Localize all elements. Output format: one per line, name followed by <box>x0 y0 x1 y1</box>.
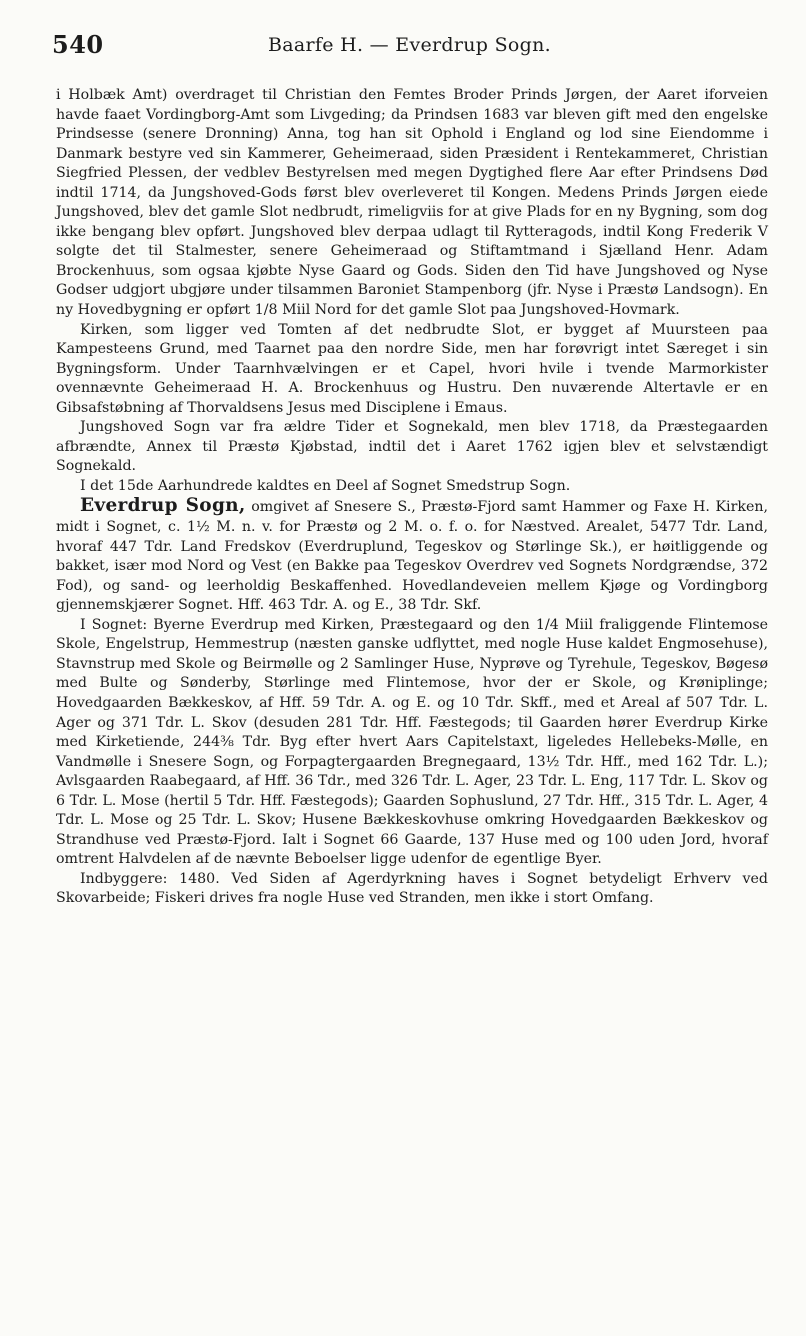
page-body <box>56 86 768 909</box>
entry-heading: Everdrup Sogn, <box>80 495 246 517</box>
paragraph-parish-status: Jungshoved Sogn var fra ældre Tider et Sognekald, men blev 1718, da Præstegaarden afbrændte, Annex til Præstø Kjøbstad, indtil det i Aaret 1762 igjen blev et selvstændigt Sognekald. <box>56 419 768 475</box>
paragraph-church: Kirken, som ligger ved Tomten af det nedbrudte Slot, er bygget af Muursteen paa Kampesteens Grund, med Taarnet paa den nordre Side, men har forøvrigt intet Særeget i sin Bygningsform. Under Taarnhvælvingen er et Capel, hvori hvile i tvende Marmorkister ovennævnte Geheimeraad H. A. Brockenhuus og Hustru. Den nuværende Altertavle er en Gibsafstøbning af Thorvaldsens Jesus med Disciplene i Emaus. <box>56 321 768 416</box>
entry-text: omgivet af Snesere S., Præstø-Fjord samt Hammer og Faxe H. Kirken, midt i Sognet, c. 1½ M. n. v. for Præstø og 2 M. o. f. o. for Næstved. Arealet, 5477 Tdr. Land, hvoraf 447 Tdr. Land Fredskov (Everdruplund, Tegeskov og Størlinge Sk.), er høitliggende og bakket, især mod Nord og Vest (en Bakke paa Tegeskov Overdrev ved Sognets Nordgrændse, 372 Fod), og sand- og leerholdig Beskaffenhed. Hovedlandeveien mellem Kjøge og Vordingborg gjennemskjærer Sognet. Hff. 463 Tdr. A. og E., 38 Tdr. Skf. <box>56 499 768 614</box>
paragraph-jungshoved-history: i Holbæk Amt) overdraget til Christian den Femtes Broder Prinds Jørgen, der Aaret iforveien havde faaet Vordingborg-Amt som Livgeding; da Prindsen 1683 var bleven gift med den engelske Prindsesse (senere Dronning) Anna, tog han sit Ophold i England og lod sine Eiendomme i Danmark bestyre ved sin Kammerer, Geheimeraad, siden Præsident i Rentekammeret, Christian Siegfried Plessen, der vedblev Bestyrelsen med megen Dygtighed flere Aar efter Prindsens Død indtil 1714, da Jungshoved-Gods først blev overleveret til Kongen. Medens Prinds Jørgen eiede Jungshoved, blev det gamle Slot nedbrudt, rimeligviis for at give Plads for en ny Bygning, som dog ikke bengang blev opført. Jungshoved blev derpaa udlagt til Rytteragods, indtil Kong Frederik V solgte det til Stalmester, senere Geheimeraad og Stiftamtmand i Sjælland Henr. Adam Brockenhuus, som ogsaa kjøbte Nyse Gaard og Gods. Siden den Tid have Jungshoved og Nyse Godser udgjort ubgjøre under tilsammen Baroniet Stampenborg (jfr. Nyse i Præstø Landsogn). En ny Hovedbygning er opført 1/8 Miil Nord for det gamle Slot paa Jungshoved-Hovmark. <box>56 87 768 319</box>
page-number: 540 <box>52 30 104 59</box>
page-header <box>52 30 767 60</box>
running-head: Baarfe H. — Everdrup Sogn. <box>267 34 551 56</box>
paragraph-inhabitants: Indbyggere: 1480. Ved Siden af Agerdyrkning haves i Sognet betydeligt Erhverv ved Skovarbeide; Fiskeri drives fra nogle Huse ved Stranden, men ikke i stort Omfang. <box>56 870 768 907</box>
paragraph-smedstrup: I det 15de Aarhundrede kaldtes en Deel af Sognet Smedstrup Sogn. <box>80 477 571 494</box>
entry-everdrup <box>56 496 768 615</box>
paragraph-villages: I Sognet: Byerne Everdrup med Kirken, Præstegaard og den 1/4 Miil fraliggende Flintemose Skole, Engelstrup, Hemmestrup (næsten ganske udflyttet, med nogle Huse kaldet Engmosehuse), Stavnstrup med Skole og Beirmølle og 2 Samlinger Huse, Nyprøve og Tyrehule, Tegeskov, Bøgesø med Bulte og Sønderby, Størlinge med Flintemose, hvor der er Skole, og Krøniplinge; Hovedgaarden Bækkeskov, af Hff. 59 Tdr. A. og E. og 10 Tdr. Skff., med et Areal af 507 Tdr. L. Ager og 371 Tdr. L. Skov (desuden 281 Tdr. Hff. Fæstegods; til Gaarden hører Everdrup Kirke med Kirketiende, 244⅜ Tdr. Byg efter hvert Aars Capitelstaxt, ligeledes Hellebeks-Mølle, en Vandmølle i Snesere Sogn, og Forpagtergaarden Bregnegaard, 13½ Tdr. Hff., med 162 Tdr. L.); Avlsgaarden Raabegaard, af Hff. 36 Tdr., med 326 Tdr. L. Ager, 23 Tdr. L. Eng, 117 Tdr. L. Skov og 6 Tdr. L. Mose (hertil 5 Tdr. Hff. Fæstegods); Gaarden Sophuslund, 27 Tdr. Hff., 315 Tdr. L. Ager, 4 Tdr. L. Mose og 25 Tdr. L. Skov; Husene Bækkeskovhuse omkring Hovedgaarden Bækkeskov og Strandhuse ved Præstø-Fjord. Ialt i Sognet 66 Gaarde, 137 Huse med og 100 uden Jord, hvoraf omtrent Halvdelen af de nævnte Beboelser ligge udenfor de egentlige Byer. <box>56 616 768 868</box>
